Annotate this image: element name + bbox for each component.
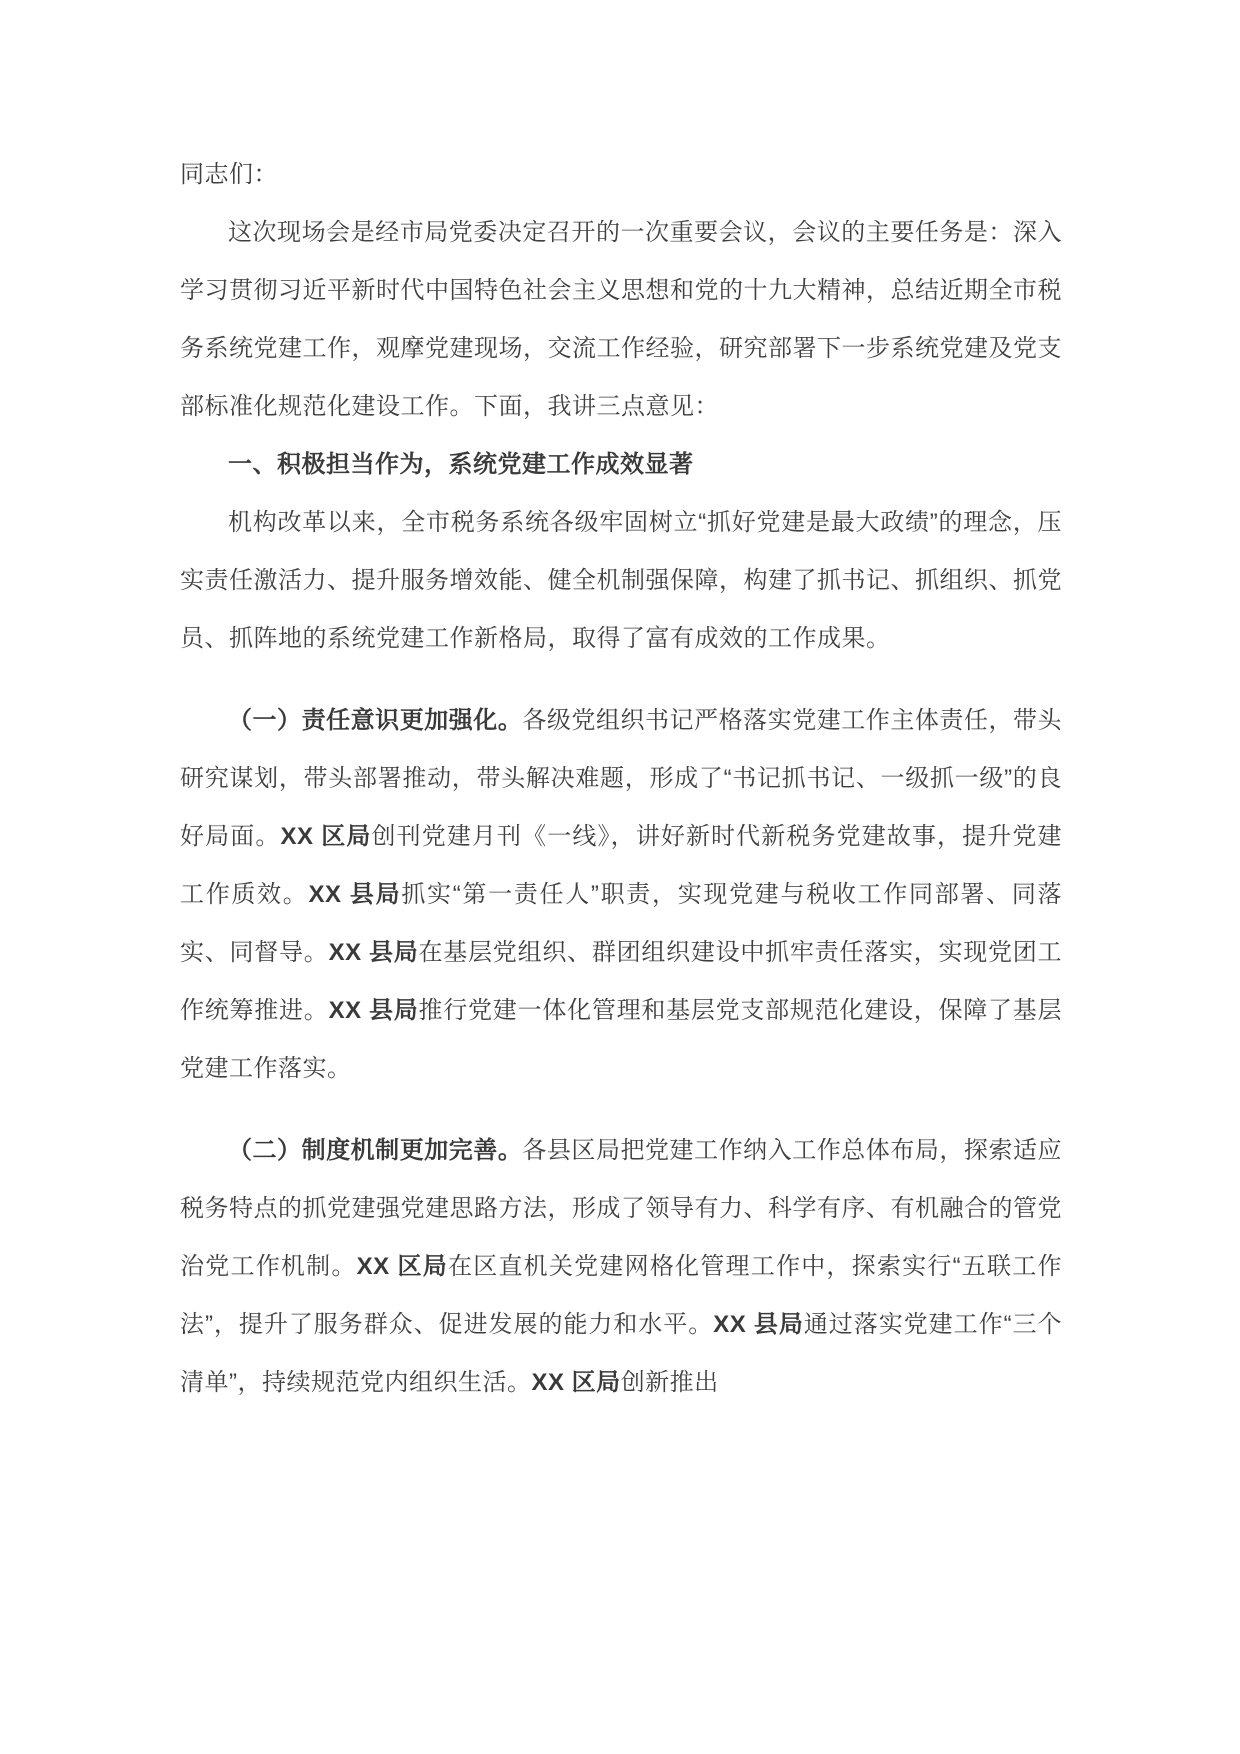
- paragraph: [180, 1122, 1062, 1412]
- paragraph: [180, 146, 1062, 204]
- section-heading: [180, 436, 1062, 494]
- bold-text-run: XX 县局: [328, 997, 419, 1024]
- paragraph: [180, 204, 1062, 436]
- bold-text-run: XX 县局: [713, 1311, 804, 1338]
- text-run: 通过落实党建工作“三个清单”，持续规范党内组织生活。: [180, 1311, 1062, 1396]
- text-run: 推行党建一体化管理和基层党支部规范化建设，保障了基层党建工作落实。: [180, 997, 1063, 1082]
- text-run: 这次现场会是经市局党委决定召开的一次重要会议，会议的主要任务是：深入学习贯彻习近平新时代中国特色社会主义思想和党的十九大精神，总结近期全市税务系统党建工作，观摩党建现场，交流工作经验，研究部署下一步系统党建及党支部标准化规范化建设工作。下面，我讲三点意见：: [180, 219, 1062, 420]
- bold-text-run: XX 县局: [308, 881, 402, 908]
- bold-text-run: XX 区局: [531, 1369, 621, 1396]
- text-run: 各级党组织书记严格落实党建工作主体责任，带头研究谋划，带头部署推动，带头解决难题，形成了“书记抓书记、一级抓一级”的良好局面。: [180, 707, 1063, 850]
- bold-text-run: 一、积极担当作为，系统党建工作成效显著: [228, 451, 694, 478]
- text-run: 在区直机关党建网格化管理工作中，探索实行“五联工作法”，提升了服务群众、促进发展的能力和水平。: [180, 1253, 1062, 1338]
- text-run: 创刊党建月刊《一线》，讲好新时代新税务党建故事，提升党建工作质效。: [180, 823, 1063, 908]
- bold-text-run: （二）制度机制更加完善。: [228, 1137, 523, 1164]
- paragraph: [180, 494, 1062, 668]
- text-run: 各县区局把党建工作纳入工作总体布局，探索适应税务特点的抓党建强党建思路方法，形成了领导有力、科学有序、有机融合的管党治党工作机制。: [180, 1137, 1063, 1280]
- text-run: 在基层党组织、群团组织建设中抓牢责任落实，实现党团工作统筹推进。: [180, 939, 1063, 1024]
- text-run: 同志们：: [180, 161, 278, 188]
- bold-text-run: XX 区局: [280, 823, 372, 850]
- text-run: 创新推出: [620, 1369, 719, 1396]
- bold-text-run: XX 区局: [356, 1253, 448, 1280]
- paragraph: [180, 692, 1062, 1098]
- text-run: 抓实“第一责任人”职责，实现党建与税收工作同部署、同落实、同督导。: [180, 881, 1063, 966]
- text-run: 机构改革以来，全市税务系统各级牢固树立“抓好党建是最大政绩”的理念，压实责任激活力、提升服务增效能、健全机制强保障，构建了抓书记、抓组织、抓党员、抓阵地的系统党建工作新格局，取得了富有成效的工作成果。: [180, 509, 1062, 652]
- bold-text-run: XX 县局: [328, 939, 419, 966]
- bold-text-run: （一）责任意识更加强化。: [228, 707, 523, 734]
- document-body: [180, 146, 1062, 1412]
